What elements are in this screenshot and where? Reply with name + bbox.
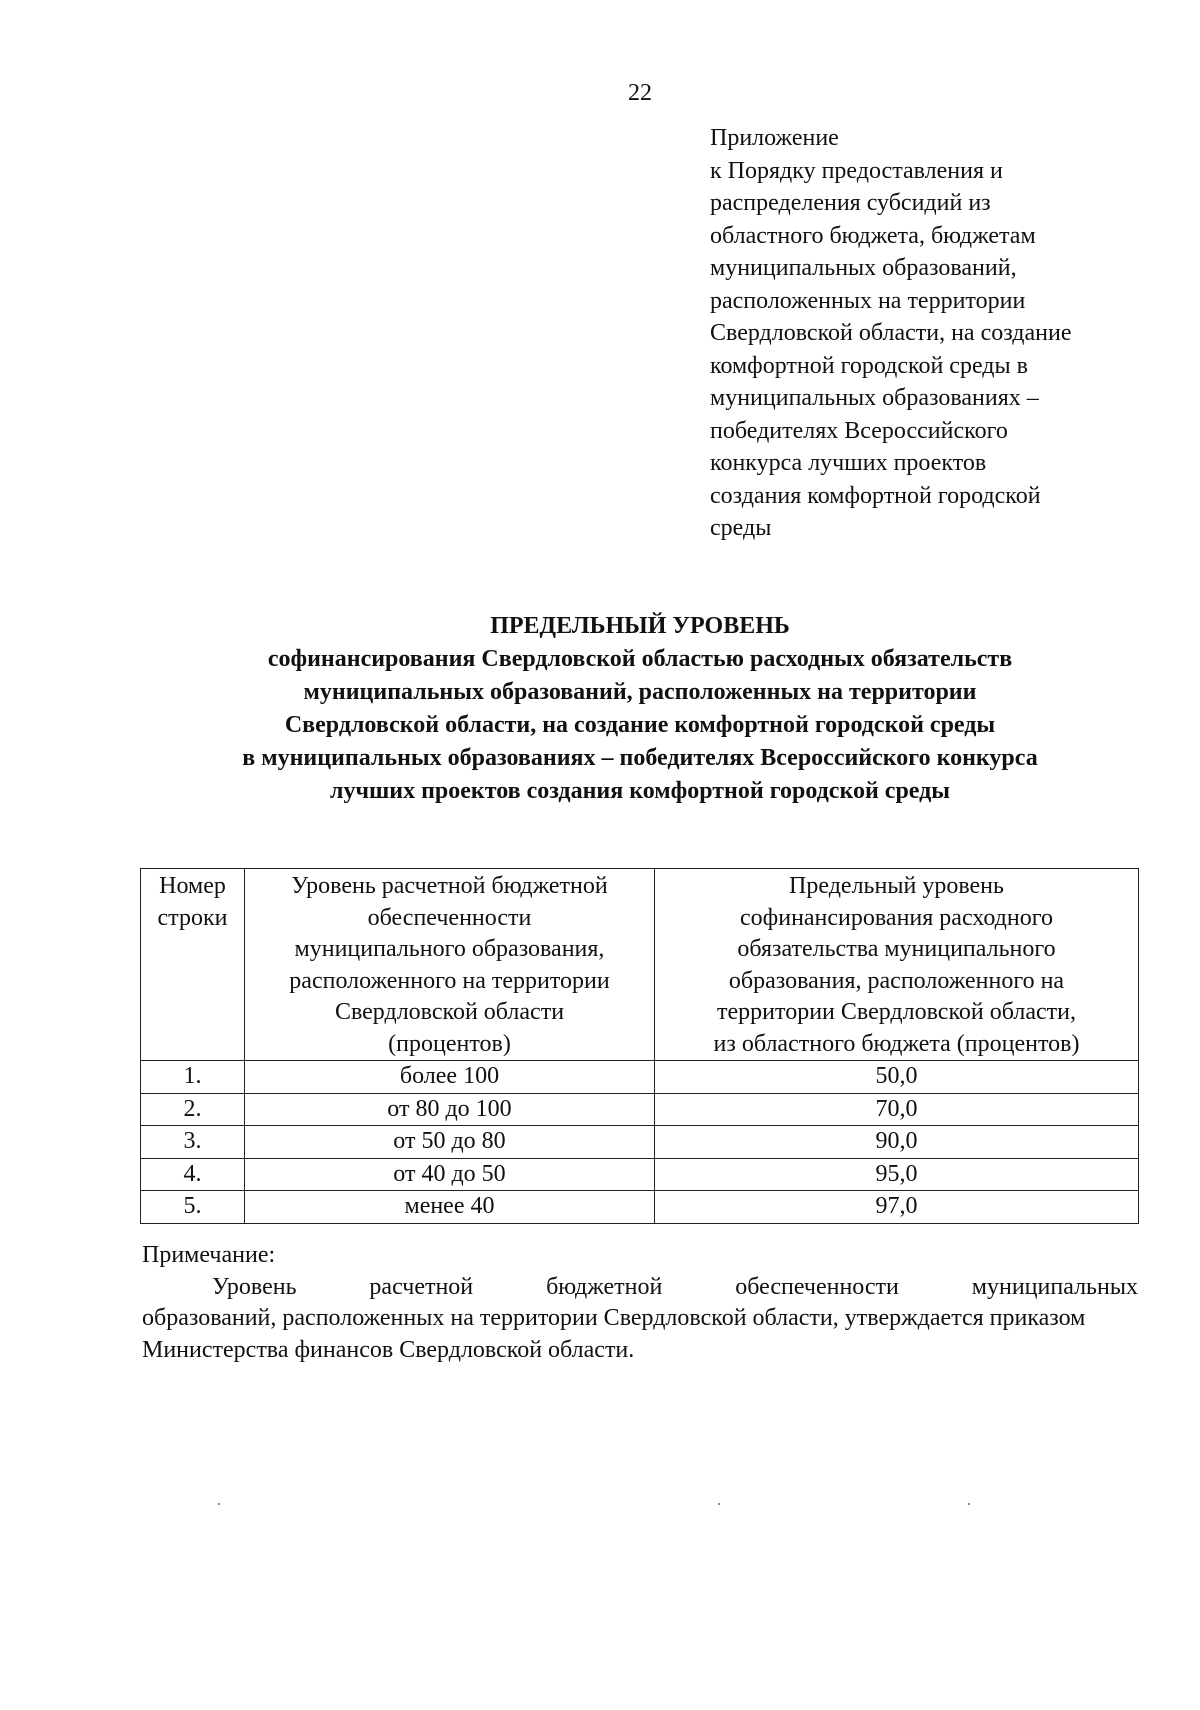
table-row: [141, 1061, 1139, 1094]
appendix-line: комфортной городской среды в: [710, 352, 1028, 379]
cofinancing-table: [140, 868, 1139, 1224]
row-number-cell: 5.: [141, 1191, 245, 1224]
table-row: [141, 1158, 1139, 1191]
budget-level-cell: от 50 до 80: [245, 1126, 655, 1159]
appendix-line: создания комфортной городской: [710, 482, 1041, 509]
appendix-line: конкурса лучших проектов: [710, 450, 987, 476]
note-word: обеспеченности: [735, 1273, 899, 1300]
note-section: [142, 1240, 1138, 1366]
header-row-number: Номер строки: [141, 869, 245, 1061]
page-number: 22: [628, 80, 652, 106]
scan-speck: [218, 1503, 220, 1505]
budget-level-cell: от 40 до 50: [245, 1158, 655, 1191]
table-row: [141, 1093, 1139, 1126]
note-label: Примечание:: [142, 1242, 276, 1268]
scan-speck: [718, 1503, 720, 1505]
title-line: в муниципальных образованиях – победителях Всероссийского конкурса: [242, 745, 1038, 771]
title-line: муниципальных образований, расположенных на территории: [303, 679, 977, 705]
cofinancing-limit-cell: 70,0: [655, 1093, 1139, 1126]
header-cofinancing-limit: Предельный уровень софинансирования расходного обязательства муниципального образования, расположенного на территории Свердловской области, из областного бюджета (процентов): [655, 869, 1139, 1061]
cofinancing-table-wrapper: [140, 868, 1138, 1224]
appendix-line: Свердловской области, на создание: [710, 320, 1072, 346]
row-number-cell: 2.: [141, 1093, 245, 1126]
cofinancing-limit-cell: 90,0: [655, 1126, 1139, 1159]
cofinancing-limit-cell: 95,0: [655, 1158, 1139, 1191]
title-line: лучших проектов создания комфортной городской среды: [329, 778, 950, 804]
title-heading: ПРЕДЕЛЬНЫЙ УРОВЕНЬ: [490, 613, 790, 639]
cofinancing-limit-cell: 50,0: [655, 1061, 1139, 1094]
table-header-row: [141, 869, 1139, 1061]
budget-level-cell: более 100: [245, 1061, 655, 1094]
note-word: Уровень: [212, 1273, 297, 1300]
appendix-header: [710, 122, 1150, 545]
header-budget-level: Уровень расчетной бюджетной обеспеченности муниципального образования, расположенного на территории Свердловской области (процентов): [245, 869, 655, 1061]
row-number-cell: 4.: [141, 1158, 245, 1191]
note-text: образований, расположенных на территории Свердловской области, утверждается приказом Министерства финансов Свердловской области.: [142, 1305, 1086, 1363]
scan-speck: [968, 1503, 970, 1505]
appendix-line: Приложение: [710, 125, 839, 151]
title-line: Свердловской области, на создание комфортной городской среды: [284, 712, 996, 738]
note-word: бюджетной: [546, 1273, 663, 1300]
appendix-line: победителях Всероссийского: [710, 417, 1008, 444]
table-row: [141, 1191, 1139, 1224]
appendix-line: расположенных на территории: [710, 287, 1026, 314]
row-number-cell: 3.: [141, 1126, 245, 1159]
document-title: [140, 610, 1140, 808]
appendix-line: областного бюджета, бюджетам: [710, 222, 1036, 249]
note-first-line: [142, 1272, 1138, 1304]
row-number-cell: 1.: [141, 1061, 245, 1094]
appendix-line: распределения субсидий из: [710, 190, 991, 216]
table-row: [141, 1126, 1139, 1159]
appendix-line: к Порядку предоставления и: [710, 157, 1003, 184]
budget-level-cell: от 80 до 100: [245, 1093, 655, 1126]
appendix-line: муниципальных образованиях –: [710, 385, 1039, 411]
budget-level-cell: менее 40: [245, 1191, 655, 1224]
appendix-line: муниципальных образований,: [710, 255, 1017, 281]
note-word: расчетной: [369, 1273, 474, 1300]
cofinancing-limit-cell: 97,0: [655, 1191, 1139, 1224]
note-word: муниципальных: [971, 1273, 1138, 1300]
appendix-line: среды: [710, 515, 772, 541]
title-line: софинансирования Свердловской областью расходных обязательств: [267, 646, 1013, 672]
